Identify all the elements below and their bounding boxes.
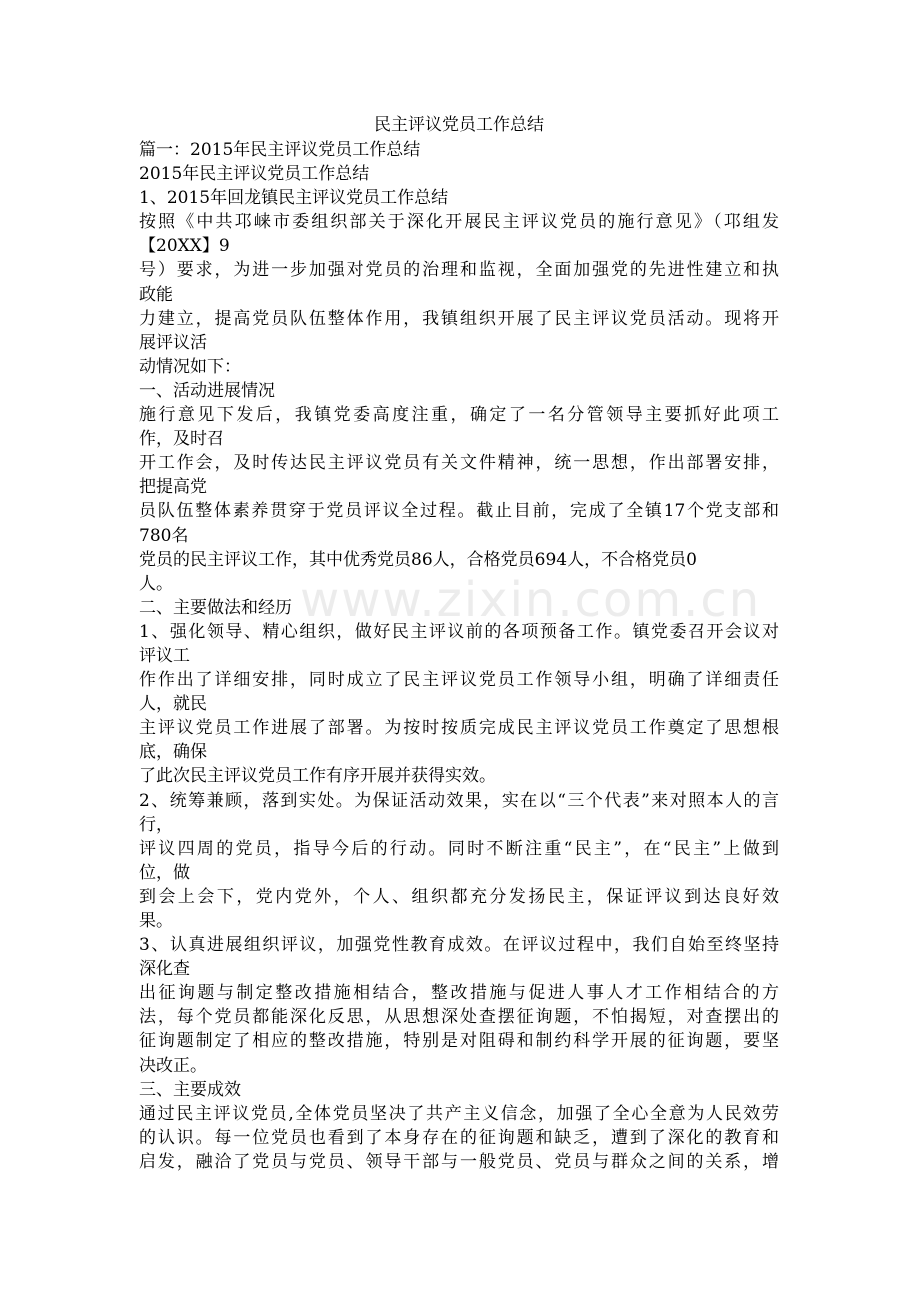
document-page — [139, 112, 779, 1174]
body-line: 【20XX】9 — [139, 236, 230, 257]
body-line: 法，每个党员都能深化反思，从思想深处查摆征询题，不怕揭短，对查摆出的 — [139, 1007, 779, 1028]
body-line: 展评议活 — [139, 332, 207, 353]
document-title: 民主评议党员工作总结 — [374, 115, 544, 135]
body-line: 二、主要做法和经历 — [139, 597, 292, 618]
body-line: 2015年民主评议党员工作总结 — [139, 164, 370, 185]
watermark-text: www.zixin.com.cn — [300, 572, 762, 628]
body-line: 深化查 — [139, 959, 190, 980]
body-line: 行， — [139, 814, 173, 835]
body-line: 通过民主评议党员,全体党员坚决了共产主义信念，加强了全心全意为人民效劳 — [139, 1103, 779, 1124]
body-line: 评议工 — [139, 645, 190, 666]
body-line: 的认识。每一位党员也看到了本身存在的征询题和缺乏，遭到了深化的教育和 — [139, 1127, 779, 1148]
body-line: 把提高党 — [139, 477, 207, 498]
body-line: 作作出了详细安排，同时成立了民主评议党员工作领导小组，明确了详细责任 — [139, 670, 779, 691]
body-line: 施行意见下发后，我镇党委高度注重，确定了一名分管领导主要抓好此项工 — [139, 405, 779, 426]
body-line: 主评议党员工作进展了部署。为按时按质完成民主评议党员工作奠定了思想根 — [139, 718, 779, 739]
body-line: 征询题制定了相应的整改措施，特别是对阻碍和制约科学开展的征询题，要坚 — [139, 1031, 779, 1052]
body-line: 党员的民主评议工作，其中优秀党员86人，合格党员694人，不合格党员0 — [139, 549, 697, 570]
body-line: 2、统筹兼顾，落到实处。为保证活动效果，实在以“三个代表”来对照本人的言 — [139, 790, 779, 811]
body-line: 3、认真进展组织评议，加强党性教育成效。在评议过程中，我们自始至终坚持 — [139, 935, 779, 956]
body-line: 1、强化领导、精心组织，做好民主评议前的各项预备工作。镇党委召开会议对 — [139, 621, 779, 642]
body-line: 评议四周的党员，指导今后的行动。同时不断注重“民主”，在“民主”上做到 — [139, 838, 779, 859]
body-line: 位，做 — [139, 862, 190, 883]
body-line: 果。 — [139, 911, 173, 931]
body-line: 启发，融洽了党员与党员、领导干部与一般党员、党员与群众之间的关系，增 — [139, 1151, 779, 1172]
body-line: 了此次民主评议党员工作有序开展并获得实效。 — [139, 766, 496, 787]
body-line: 篇一：2015年民主评议党员工作总结 — [139, 140, 421, 160]
body-line: 员队伍整体素养贯穿于党员评议全过程。截止目前，完成了全镇17个党支部和 — [139, 501, 779, 522]
body-line: 到会上会下，党内党外，个人、组织都充分发扬民主，保证评议到达良好效 — [139, 886, 779, 907]
body-line: 780名 — [139, 525, 189, 546]
document-body — [139, 138, 779, 1174]
body-line: 底，确保 — [139, 742, 207, 763]
body-line: 政能 — [139, 284, 173, 305]
body-line: 按照《中共邛崃市委组织部关于深化开展民主评议党员的施行意见》（邛组发 — [139, 212, 779, 233]
body-line: 作，及时召 — [139, 429, 224, 450]
body-line: 三、主要成效 — [139, 1079, 241, 1100]
body-line: 人，就民 — [139, 694, 207, 715]
body-line: 动情况如下： — [139, 356, 241, 377]
body-line: 出征询题与制定整改措施相结合，整改措施与促进人事人才工作相结合的方 — [139, 983, 779, 1004]
body-line: 1、2015年回龙镇民主评议党员工作总结 — [139, 188, 449, 209]
body-line: 号）要求，为进一步加强对党员的治理和监视，全面加强党的先进性建立和执 — [139, 260, 779, 281]
body-line: 决改正。 — [139, 1055, 207, 1076]
body-line: 人。 — [139, 573, 173, 594]
body-line: 开工作会，及时传达民主评议党员有关文件精神，统一思想，作出部署安排， — [139, 453, 779, 474]
body-line: 一、活动进展情况 — [139, 380, 275, 401]
body-line: 力建立，提高党员队伍整体作用，我镇组织开展了民主评议党员活动。现将开 — [139, 308, 779, 329]
